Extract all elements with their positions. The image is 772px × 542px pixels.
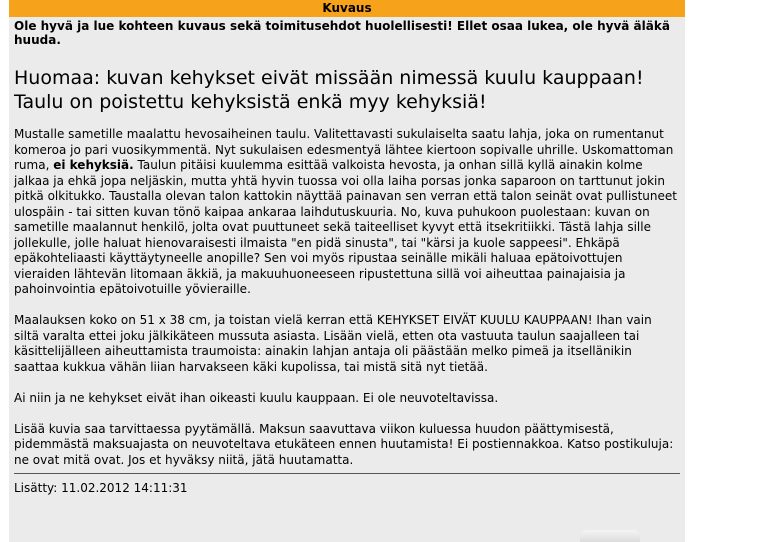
description-paragraph-2: Maalauksen koko on 51 x 38 cm, ja toistan vielä kerran että KEHYKSET EIVÄT KUULU KAUPPAAN! Ihan vain siltä varalta ettei joku jälkikäteen mussuta asiasta. Lisään vielä, etten ota vastuuta taulun saajalleen tai käsittelijälleen aiheuttamista traumoista: ainakin lahjan antaja oli päästään melko pimeä ja itsellänikin saattaa kukkua vähän liian harvakseen käki kupolissa, tai mistä sitä nyt tietää. — [14, 313, 652, 374]
read-carefully-warning: Ole hyvä ja lue kohteen kuvaus sekä toimitusehdot huolellisesti! Ellet osaa lukea, ole hyvä äläkä huuda. — [14, 19, 670, 47]
description-paragraph-4: Lisää kuvia saa tarvittaessa pyytämällä. Maksun saavuttava viikon kuluessa huudon päättymisestä, pidemmästä maksuajasta on neuvoteltava etukäteen ennen huutamista! Ei postiennakkoa. Katso postikuluja: ne ovat mitä ovat. Jos et hyväksy niitä, jätä huutamatta. — [14, 421, 674, 467]
added-timestamp: Lisätty: 11.02.2012 14:11:31 — [14, 481, 188, 495]
description-panel — [9, 0, 685, 542]
paragraph-1-text-b: Taulun pitäisi kuulemma esittää valkoista hevosta, ja onhan sillä kyllä ainakin kolme jalkaa ja ehkä jopa neljäskin, mutta yhtä hyvin tuossa voi olla laiha porsas jonka saparoon on tarttunut jokin pitkä olkitukko. Taustalla olevan talon kattokin näyttää painavan sen verran että talon seinät ovat pullistuneet ulospäin - tai sitten kuvan tönö kaipaa ankaraa laihdutuskuuria. No, kuva puhukoon puolestaan: kuvan on sametille maalannut henkilö, jolta ovat puuttuneet sekä taiteelliset kyvyt että itsekritiikki. Tästä lahja sille jollekulle, jolle haluat hienovaraisesti ilmaista "en pidä sinusta", tai "kärsi ja kuole sappeesi". Ehkäpä epäkohteliaasti käyttäytyneelle anopille? Sen voi myös ripustaa seinälle mikäli haluaa epätoivottujen vieraiden lähtevän litomaan äkkiä, ja makuuhuoneeseen ripustettuna sillä voi aiheuttaa painajaisia ja pahoinvointia epätoivotuille yövieraille. — [14, 158, 677, 296]
frames-not-included-note: Huomaa: kuvan kehykset eivät missään nimessä kuulu kauppaan! Taulu on poistettu kehyksistä enkä myy kehyksiä! — [14, 67, 644, 113]
section-header: Kuvaus — [9, 0, 685, 17]
description-paragraph-1 — [14, 127, 680, 298]
no-frames-emphasis: ei kehyksiä. — [53, 158, 134, 172]
divider — [14, 473, 680, 474]
paragraph-1-text-a: Mustalle sametille maalattu hevosaiheinen taulu. Valitettavasti sukulaiselta saatu lahja, joka on rumentanut komeroa jo pari vuosikymmentä. Nyt sukulaisen edesmentyä lähtee kiertoon sopivalle uhrille. Uskomattoman ruma, — [14, 127, 674, 172]
description-content — [9, 19, 685, 496]
partial-element-shadow — [580, 530, 640, 542]
description-paragraph-3: Ai niin ja ne kehykset eivät ihan oikeasti kuulu kauppaan. Ei ole neuvoteltavissa. — [14, 390, 499, 405]
